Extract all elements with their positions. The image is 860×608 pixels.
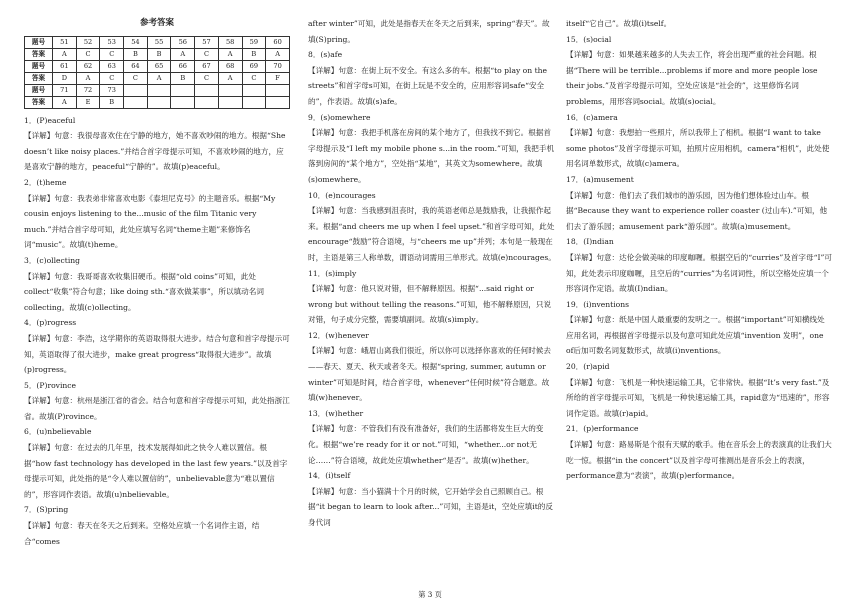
answer-table-cell: A [266,48,290,60]
answer-table-cell: 62 [76,60,100,72]
column-middle [308,16,556,531]
answer-table-cell: 69 [242,60,266,72]
answer-table-cell [242,84,266,96]
answer-table-cell: 73 [100,84,124,96]
answer-table-cell [218,84,242,96]
answer-table-cell: A [53,96,77,108]
answer-table-cell: A [218,48,242,60]
answer-table-row [25,60,290,72]
paragraph: 5．(P)rovince [24,380,77,390]
answer-table-cell [124,84,148,96]
answer-table-cell [171,96,195,108]
answer-table-cell [242,96,266,108]
paragraph: 2．(t)heme [24,177,67,187]
paragraph: 【详解】句意：在街上玩不安全。有这么多的车。根据“to play on the streets”和首字母s可知，在街上玩是不安全的，应用形容词safe“安全的”，作表语。故填(s)afe。 [308,65,547,106]
answer-table-cell: 51 [53,36,77,48]
answer-table-cell: 64 [124,60,148,72]
paragraph: 14．(i)tself [308,471,351,481]
answer-table-header-cell: 答案 [25,48,53,60]
answer-table-cell: 52 [76,36,100,48]
answer-table-cell: C [195,48,219,60]
paragraph: 7．(S)pring [24,505,69,515]
answer-table-row [25,72,290,84]
answer-table-header-cell: 题号 [25,84,53,96]
answer-table-cell: A [53,48,77,60]
paragraph: 8．(s)afe [308,50,343,60]
paragraph: 【详解】句意：路易斯是个很有天赋的歌手。他在音乐会上的表演真的让我们大吃一惊。根据“in the concert”以及首字母可推测出是音乐会上的表演，performance意为“表演”，故填(p)erformance。 [566,440,832,481]
answer-table-cell: 54 [124,36,148,48]
answer-table-cell: B [242,48,266,60]
column-right [566,16,832,484]
answer-table-cell [195,84,219,96]
answer-table-cell: 53 [100,36,124,48]
answer-table-header-cell: 答案 [25,96,53,108]
answer-table-cell: 61 [53,60,77,72]
paragraph: itself“它自己”。故填(i)tself。 [566,19,672,28]
answer-table-cell: 66 [171,60,195,72]
answer-table-cell: 63 [100,60,124,72]
answer-table-cell: B [124,48,148,60]
column-left-text [24,113,290,550]
paragraph: 18．(I)ndian [566,237,614,247]
paragraph: 【详解】句意：我把手机落在房间的某个地方了，但我找不到它。根据首字母提示及“I left my mobile phone s...in the room.”可知，我把手机落到房间的“某个地方”，空处指“某地”，其英文为somewhere。故填(s)omewhere。 [308,128,555,184]
answer-table-cell: 55 [147,36,171,48]
answer-table-cell: 56 [171,36,195,48]
paragraph: 【详解】句意：当我感到沮丧时，我的英语老师总是鼓励我，让我振作起来。根据“and cheers me up when I feel upset.”和首字母可知，此处encourage“鼓励”符合语境，与“cheers me up”并列；本句是一般现在时，主语是第三人称单数，谓语动词需用三单形式。故填(e)ncourages。 [308,206,556,262]
answer-table-cell: 67 [195,60,219,72]
page-number: 第 3 页 [418,590,442,599]
answer-table-cell [218,96,242,108]
answer-table-header-cell: 题号 [25,60,53,72]
answer-table-cell [124,96,148,108]
paragraph: 17．(a)musement [566,174,634,184]
paragraph: 16．(c)amera [566,112,618,122]
answer-table-cell [266,84,290,96]
paragraph: 10．(e)ncourages [308,190,376,200]
paragraph: 【详解】句意：我表弟非常喜欢电影《泰坦尼克号》的主题音乐。根据“My cousin enjoys listening to the...music of the film Titanic very much.”并结合首字母可知，此处应填写名词“theme主题”来修饰名词“music”。故填(t)heme。 [24,193,276,250]
paragraph: 20．(r)apid [566,362,610,372]
answer-table-cell: A [218,72,242,84]
answer-table-cell: A [76,72,100,84]
answer-table-cell: 65 [147,60,171,72]
paragraph: 【详解】句意：春天在冬天之后到来。空格处应填一个名词作主语，结合“comes [24,521,260,546]
paragraph: 【详解】句意：当小猫满十个月的时候，它开始学会自己照顾自己。根据“it began to learn to look after...”可知，主语是it，空处应填it的反身代词 [308,486,553,527]
answer-table-cell [171,84,195,96]
answer-table-cell: 58 [218,36,242,48]
answer-table-cell: B [100,96,124,108]
column-left [24,16,290,549]
paragraph: 3．(c)ollecting [24,255,81,265]
paragraph: 12．(w)henever [308,330,369,340]
paragraph: 21．(p)erformance [566,424,639,434]
paragraph: 11．(s)imply [308,268,357,278]
answer-table-row [25,48,290,60]
answer-table-cell: 72 [76,84,100,96]
paragraph: 【详解】句意：飞机是一种快速运输工具，它非常快。根据“It’s very fast.”及所给的首字母提示可知，飞机是一种快速运输工具，rapid意为“迅速的”，形容词作定语。故填(r)apid。 [566,377,830,418]
paragraph: 【详解】句意：不管我们有没有准备好，我们的生活都将发生巨大的变化。根据“we’re ready for it or not.”可知，“whether...or not无论……”符合语境，故此处应填whether“是否”。故填(w)hether。 [308,424,544,465]
paragraph: 【详解】句意：杭州是浙江省的省会。结合句意和首字母提示可知，此处指浙江省。故填(P)rovince。 [24,396,290,421]
paragraph: 【详解】句意：达伦会做美味的印度咖喱。根据空后的“curries”及首字母“I”可知，此处表示印度咖喱，且空后的“curries”为名词词性，所以空格处应填一个形容词作定语。故填(I)ndian。 [566,252,832,294]
answer-table-cell [147,84,171,96]
paragraph: 6．(u)nbelievable [24,427,92,437]
answer-table-row [25,36,290,48]
answer-table-header-cell: 题号 [25,36,53,48]
paragraph: 13．(w)hether [308,408,364,418]
answer-table-cell: B [171,72,195,84]
answer-table-cell: 57 [195,36,219,48]
paragraph: 【详解】句意：他们去了我们城市的游乐园，因为他们想体验过山车。根据“Because they want to experience roller coaster (过山车).”可知，他们去了游乐园；amusement park“游乐园”。故填(a)musement。 [566,190,828,231]
paragraph: 【详解】句意：他只说对错，但不解释原因。根据“...said right or wrong but without telling the reasons.”可知，他不解释原因，只说对错，句子成分完整，需要填副词。故填(s)imply。 [308,284,552,325]
paragraph: 15．(s)ocial [566,34,612,44]
answer-table-cell: D [53,72,77,84]
answer-table-cell: E [76,96,100,108]
paragraph: 【详解】句意：峨眉山离我们很近，所以你可以选择你喜欢的任何时候去——春天、夏天、秋天或者冬天。根据“spring, summer, autumn or winter”可知是时间，结合首字母，whenever“任何时候”符合题意。故填(w)henever。 [308,346,551,403]
answer-table-cell [195,96,219,108]
answer-table-cell: C [100,48,124,60]
answer-table-cell: C [195,72,219,84]
paragraph: 【详解】句意：我想拍一些照片，所以我带上了相机。根据“I want to take some photos”及首字母提示可知，拍照片应用相机，camera“相机”，此处使用名词单数形式，故填(c)amera。 [566,128,830,169]
answer-table-cell: C [124,72,148,84]
answer-key-title: 参考答案 [139,18,174,28]
answer-table-cell: C [100,72,124,84]
answer-table-cell: C [76,48,100,60]
paragraph: 【详解】句意：如果越来越多的人失去工作，将会出现严重的社会问题。根据“There will be terrible...problems if more and more people lose their jobs.”及首字母提示可知，空处应该是“社会的”，这里修饰名词problems，用形容词social。故填(s)ocial。 [566,50,818,106]
answer-table-cell [266,96,290,108]
paragraph: 9．(s)omewhere [308,112,371,122]
answer-table [24,36,290,109]
answer-table-cell: 59 [242,36,266,48]
answer-table-cell: 68 [218,60,242,72]
paragraph: 【详解】句意：在过去的几年里，技术发展得如此之快令人难以置信。根据“how fast technology has developed in the last few years.”以及首字母提示可知，此处指的是“令人难以置信的”，unbelievable意为“难以置信的”，形容词作表语。故填(u)nbelievable。 [24,443,288,499]
answer-table-cell: 60 [266,36,290,48]
answer-table-row [25,96,290,108]
paragraph: after winter”可知，此处是指春天在冬天之后到来，spring“春天”。故填(S)pring。 [308,19,550,44]
answer-table-header-cell: 答案 [25,72,53,84]
paragraph: 【详解】句意：李浩，这学期你的英语取得很大进步。结合句意和首字母提示可知，英语取得了很大进步，make great progress“取得很大进步”。故填(p)rogress。 [24,333,290,375]
answer-table-cell: C [242,72,266,84]
answer-table-cell [147,96,171,108]
answer-table-row [25,84,290,96]
answer-table-cell: A [147,72,171,84]
answer-table-cell: F [266,72,290,84]
answer-table-cell: 71 [53,84,77,96]
paragraph: 4．(p)rogress [24,318,77,328]
paragraph: 【详解】句意：我哥哥喜欢收集旧硬币。根据“old coins”可知，此处collect“收集”符合句意；like doing sth.“喜欢做某事”，所以填动名词collecting。故填(c)ollecting。 [24,271,264,312]
paragraph: 【详解】句意：纸是中国人最重要的发明之一。根据“important”可知横线处应用名词，再根据首字母提示以及句意可知此处应填“invention 发明”，one of后加可数名词复数形式，故填(i)nventions。 [566,315,825,356]
paragraph: 【详解】句意：我很母喜欢住在宁静的地方，她不喜欢吵闹的地方。根据“She doesn’t like noisy places.”并结合首字母提示可知，不喜欢吵闹的地方，应是喜欢宁静的地方，peaceful“宁静的”。故填(p)eaceful。 [24,131,286,172]
answer-table-cell: B [147,48,171,60]
paragraph: 1．(P)eaceful [24,115,76,125]
paragraph: 19．(i)nventions [566,299,630,309]
answer-table-cell: A [171,48,195,60]
answer-table-cell: 70 [266,60,290,72]
